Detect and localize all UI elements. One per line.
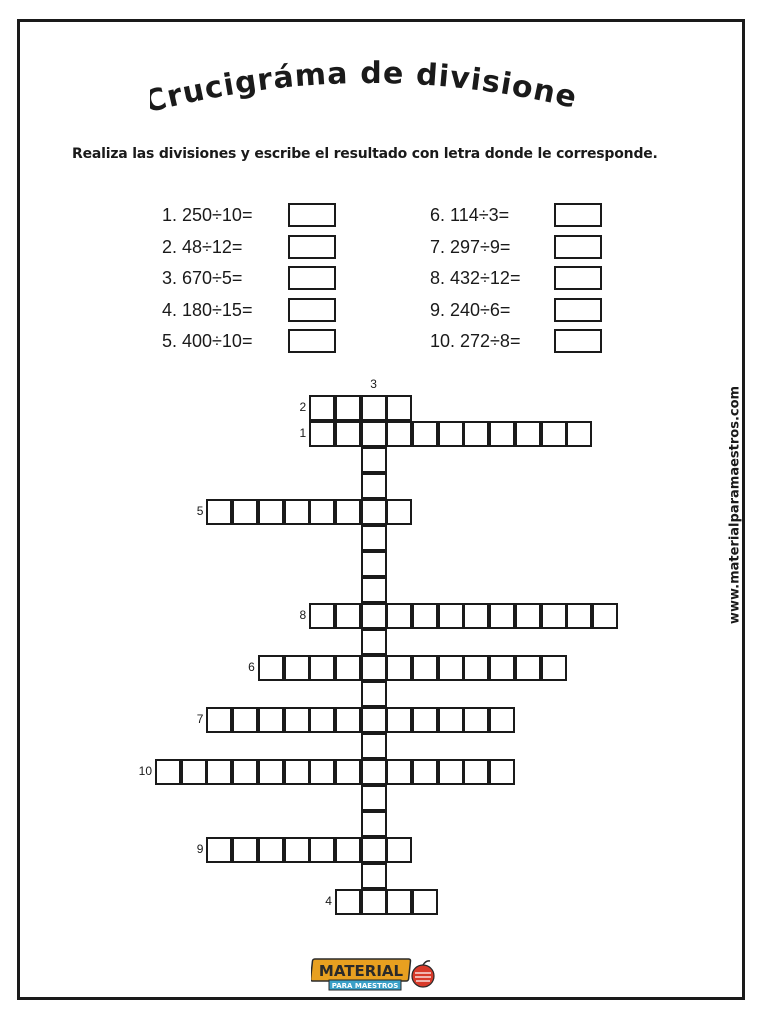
- crossword-cell[interactable]: [463, 759, 489, 785]
- crossword-cell[interactable]: [361, 733, 387, 759]
- clue-number-across: 7: [196, 712, 204, 726]
- crossword-cell[interactable]: [386, 707, 412, 733]
- crossword-cell[interactable]: [515, 655, 541, 681]
- clue-number-across: 1: [299, 426, 307, 440]
- exercise-text: 3. 670÷5=: [162, 268, 243, 288]
- crossword-cell[interactable]: [361, 707, 387, 733]
- crossword-cell[interactable]: [361, 837, 387, 863]
- crossword-cell[interactable]: [309, 499, 335, 525]
- crossword-cell[interactable]: [232, 759, 258, 785]
- crossword-cell[interactable]: [386, 655, 412, 681]
- clue-number-across: 9: [196, 842, 204, 856]
- crossword-cell[interactable]: [386, 421, 412, 447]
- crossword-cell[interactable]: [386, 603, 412, 629]
- crossword-cell[interactable]: [361, 603, 387, 629]
- crossword-cell[interactable]: [438, 603, 464, 629]
- exercise-text: 9. 240÷6=: [430, 299, 511, 320]
- crossword-cell[interactable]: [361, 577, 387, 603]
- crossword-cell[interactable]: [489, 421, 515, 447]
- crossword-cell[interactable]: [335, 837, 361, 863]
- crossword-cell[interactable]: [309, 655, 335, 681]
- instructions-text: Realiza las divisiones y escribe el resultado con letra donde le corresponde.: [72, 146, 658, 162]
- crossword-cell[interactable]: [515, 421, 541, 447]
- crossword-cell[interactable]: [463, 707, 489, 733]
- crossword-cell[interactable]: [541, 603, 567, 629]
- logo-top-text: MATERIAL: [318, 962, 404, 980]
- clue-number-across: 10: [138, 764, 152, 778]
- crossword-cell[interactable]: [258, 499, 284, 525]
- crossword-cell[interactable]: [386, 889, 412, 915]
- crossword-cell[interactable]: [335, 655, 361, 681]
- crossword-cell[interactable]: [361, 863, 387, 889]
- clue-number-across: 2: [299, 400, 307, 414]
- clue-number-across: 4: [325, 894, 332, 908]
- logo-bottom-text: PARA MAESTROS: [331, 982, 399, 990]
- crossword-cell[interactable]: [412, 603, 438, 629]
- title-text: rucigráma de divisione: [163, 58, 581, 116]
- crossword-cell[interactable]: [361, 395, 387, 421]
- exercise-text: 6. 114÷3=: [430, 205, 510, 225]
- crossword-cell[interactable]: [361, 525, 387, 551]
- crossword-cell[interactable]: [592, 603, 618, 629]
- crossword-cell[interactable]: [489, 759, 515, 785]
- crossword-cell[interactable]: [361, 759, 387, 785]
- crossword-cell[interactable]: [258, 837, 284, 863]
- crossword-cell[interactable]: [386, 837, 412, 863]
- exercise-text: 2. 48÷12=: [162, 236, 243, 257]
- crossword-cell[interactable]: [258, 759, 284, 785]
- crossword-cell[interactable]: [232, 837, 258, 863]
- crossword-cell[interactable]: [463, 421, 489, 447]
- clue-number-across: 6: [248, 660, 255, 674]
- crossword-cell[interactable]: [309, 395, 335, 421]
- crossword-cell[interactable]: [258, 655, 284, 681]
- crossword-cell[interactable]: [463, 655, 489, 681]
- crossword-cell[interactable]: [206, 759, 232, 785]
- crossword-cell[interactable]: [412, 707, 438, 733]
- crossword-cell[interactable]: [386, 759, 412, 785]
- crossword-cell[interactable]: [335, 395, 361, 421]
- crossword-cell[interactable]: [361, 785, 387, 811]
- crossword-cell[interactable]: [335, 421, 361, 447]
- crossword-cell[interactable]: [438, 421, 464, 447]
- crossword-cell[interactable]: [361, 681, 387, 707]
- crossword-cell[interactable]: [361, 499, 387, 525]
- crossword-cell[interactable]: [361, 655, 387, 681]
- crossword-cell[interactable]: [515, 603, 541, 629]
- crossword-cell[interactable]: [463, 603, 489, 629]
- crossword-cell[interactable]: [181, 759, 207, 785]
- crossword-cell[interactable]: [335, 499, 361, 525]
- crossword-cell[interactable]: [206, 837, 232, 863]
- crossword-cell[interactable]: [335, 603, 361, 629]
- crossword-cell[interactable]: [361, 421, 387, 447]
- crossword-cell[interactable]: [206, 499, 232, 525]
- crossword-cell[interactable]: [386, 499, 412, 525]
- crossword-cell[interactable]: [566, 421, 592, 447]
- crossword-cell[interactable]: [412, 655, 438, 681]
- crossword-cell[interactable]: [361, 473, 387, 499]
- exercise-text: 5. 400÷10=: [162, 331, 253, 351]
- exercise-text: 1. 250÷10=: [162, 205, 253, 225]
- crossword-cell[interactable]: [284, 655, 310, 681]
- crossword-cell[interactable]: [309, 759, 335, 785]
- crossword-cell[interactable]: [438, 655, 464, 681]
- crossword-cell[interactable]: [335, 707, 361, 733]
- crossword-cell[interactable]: [566, 603, 592, 629]
- crossword-cell[interactable]: [309, 421, 335, 447]
- crossword-cell[interactable]: [361, 629, 387, 655]
- exercise-text: 8. 432÷12=: [430, 268, 521, 288]
- crossword-cell[interactable]: [386, 395, 412, 421]
- crossword-cell[interactable]: [412, 421, 438, 447]
- crossword-cell[interactable]: [284, 759, 310, 785]
- crossword-cell[interactable]: [361, 811, 387, 837]
- crossword-cell[interactable]: [361, 447, 387, 473]
- exercise-text: 10. 272÷8=: [430, 331, 521, 351]
- crossword-cell[interactable]: [489, 655, 515, 681]
- crossword-cell[interactable]: [412, 759, 438, 785]
- crossword-cell[interactable]: [335, 889, 361, 915]
- crossword-cell[interactable]: [335, 759, 361, 785]
- crossword-cell[interactable]: [309, 837, 335, 863]
- exercise-text: 7. 297÷9=: [430, 236, 511, 257]
- crossword-cell[interactable]: [489, 707, 515, 733]
- crossword-cell[interactable]: [438, 707, 464, 733]
- crossword-cell[interactable]: [284, 499, 310, 525]
- crossword-cell[interactable]: [155, 759, 181, 785]
- crossword-cell[interactable]: [412, 889, 438, 915]
- crossword-cell[interactable]: [309, 707, 335, 733]
- apple-icon: [412, 965, 434, 987]
- crossword-cell[interactable]: [309, 603, 335, 629]
- crossword-cell[interactable]: [541, 421, 567, 447]
- crossword-cell[interactable]: [232, 499, 258, 525]
- crossword-cell[interactable]: [284, 837, 310, 863]
- clue-number-across: 8: [299, 608, 307, 622]
- crossword-cell[interactable]: [361, 551, 387, 577]
- crossword-cell[interactable]: [258, 707, 284, 733]
- exercise-text: 4. 180÷15=: [162, 299, 253, 320]
- material-para-maestros-logo: [311, 956, 437, 992]
- website-label: www.materialparamaestros.com: [727, 385, 743, 625]
- crossword-cell[interactable]: [361, 889, 387, 915]
- crossword-cell[interactable]: [541, 655, 567, 681]
- crossword-cell[interactable]: [438, 759, 464, 785]
- crossword-cell[interactable]: [232, 707, 258, 733]
- crossword-cell[interactable]: [489, 603, 515, 629]
- clue-number-down: 3: [370, 377, 377, 391]
- clue-number-across: 5: [196, 504, 204, 518]
- crossword-cell[interactable]: [284, 707, 310, 733]
- crossword-cell[interactable]: [206, 707, 232, 733]
